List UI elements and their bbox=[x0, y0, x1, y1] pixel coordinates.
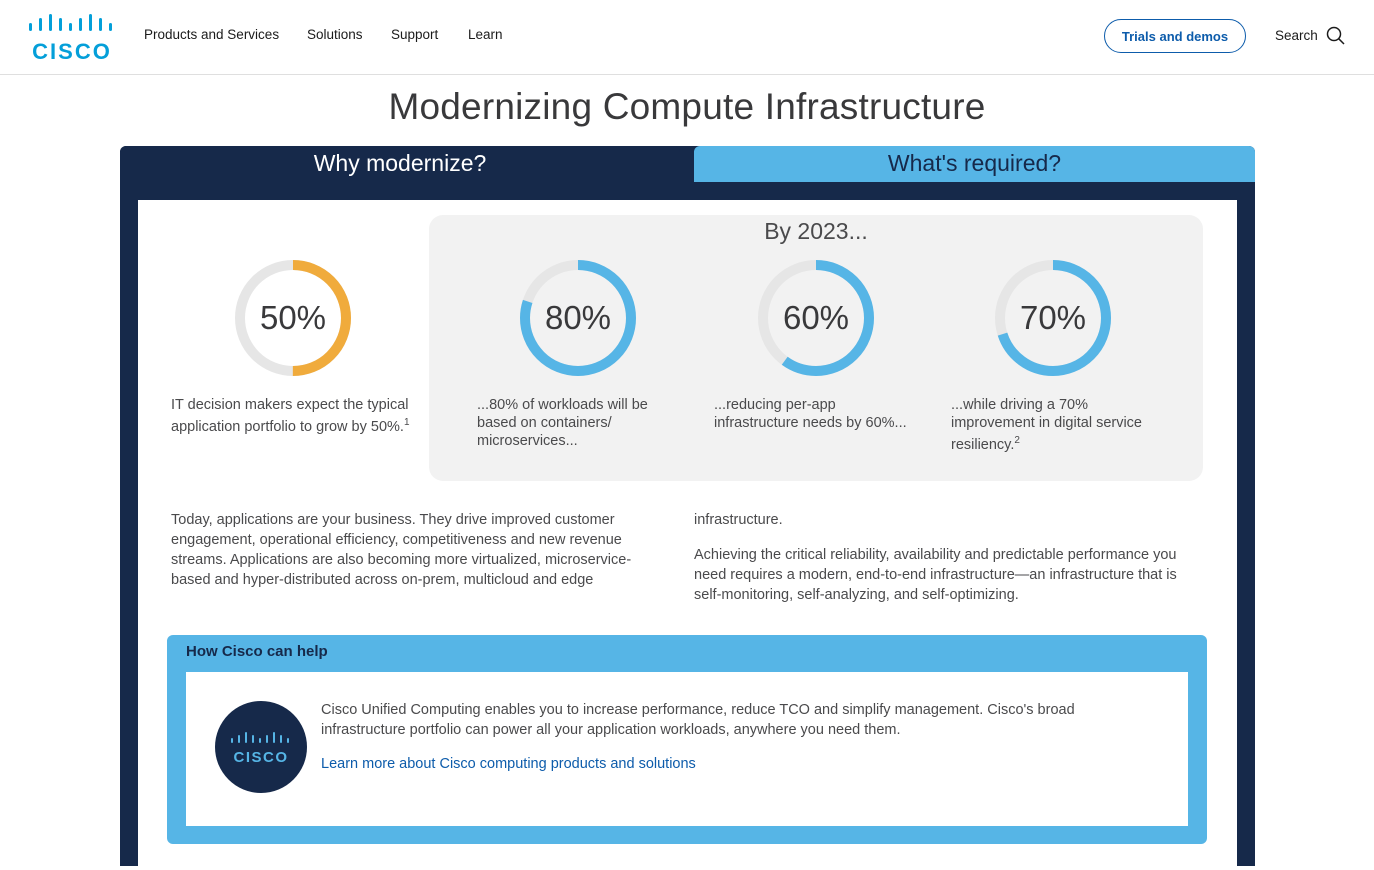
search-label: Search bbox=[1275, 28, 1318, 43]
donut-chart-50 bbox=[232, 257, 354, 379]
help-description: Cisco Unified Computing enables you to increase performance, reduce TCO and simplify management. Cisco's broad infrastructure portfolio can power all your application workloads, anywhere you need them. bbox=[321, 702, 1075, 738]
donut-chart-80 bbox=[517, 257, 639, 379]
tab-why-modernize[interactable]: Why modernize? bbox=[120, 146, 680, 182]
donut-chart-70 bbox=[992, 257, 1114, 379]
help-title: How Cisco can help bbox=[186, 643, 328, 660]
stat-description: IT decision makers expect the typical application portfolio to grow by 50%.$^1$ bbox=[171, 397, 410, 435]
cisco-circle-logo bbox=[215, 701, 307, 793]
page-title: Modernizing Compute Infrastructure bbox=[388, 86, 986, 127]
intro-paragraph-continued: infrastructure. bbox=[694, 512, 783, 528]
trials-and-demos-button[interactable]: Trials and demos bbox=[1104, 19, 1246, 53]
requirements-paragraph: Achieving the critical reliability, availability and predictable performance you need requires a modern, end-to-end infrastructure—an infrastructure that is self-monitoring, self-analyzing, and self-optimizing. bbox=[694, 547, 1177, 603]
donut-chart-60 bbox=[755, 257, 877, 379]
learn-more-link[interactable]: Learn more about Cisco computing products and solutions bbox=[321, 756, 696, 772]
stat-description: ...while driving a 70% improvement in digital service resiliency.$^2$ bbox=[951, 397, 1142, 453]
site-header bbox=[0, 0, 1374, 75]
by-2023-label: By 2023... bbox=[764, 218, 868, 244]
search-button[interactable] bbox=[1275, 26, 1345, 45]
help-content bbox=[186, 672, 1188, 826]
stat-description: ...80% of workloads will be based on containers/ microservices... bbox=[477, 397, 648, 449]
search-icon bbox=[1326, 26, 1345, 45]
donut-value: 70% bbox=[1019, 299, 1087, 336]
nav-products-and-services[interactable]: Products and Services bbox=[144, 27, 280, 42]
nav-support[interactable]: Support bbox=[391, 27, 439, 42]
circle-logo-wordmark: CISCO bbox=[233, 749, 289, 766]
cisco-logo[interactable] bbox=[28, 13, 116, 61]
stat-description: ...reducing per-app infrastructure needs by 60%... bbox=[714, 397, 907, 431]
intro-paragraph: Today, applications are your business. They drive improved customer engagement, operational efficiency, competitiveness and new revenue streams. Applications are also becoming more virtualized, microservice-based and hyper-distributed across on-prem, multicloud and edge bbox=[171, 512, 632, 588]
donut-value: 60% bbox=[782, 299, 850, 336]
nav-learn[interactable]: Learn bbox=[468, 27, 503, 42]
tab-whats-required[interactable]: What's required? bbox=[694, 146, 1255, 182]
footnote-1[interactable]: 1 bbox=[403, 417, 410, 428]
nav-solutions[interactable]: Solutions bbox=[307, 27, 363, 42]
footnote-2[interactable]: 2 bbox=[1014, 435, 1020, 446]
donut-value: 80% bbox=[544, 299, 612, 336]
donut-value: 50% bbox=[259, 299, 327, 336]
logo-wordmark: CISCO bbox=[32, 39, 112, 61]
